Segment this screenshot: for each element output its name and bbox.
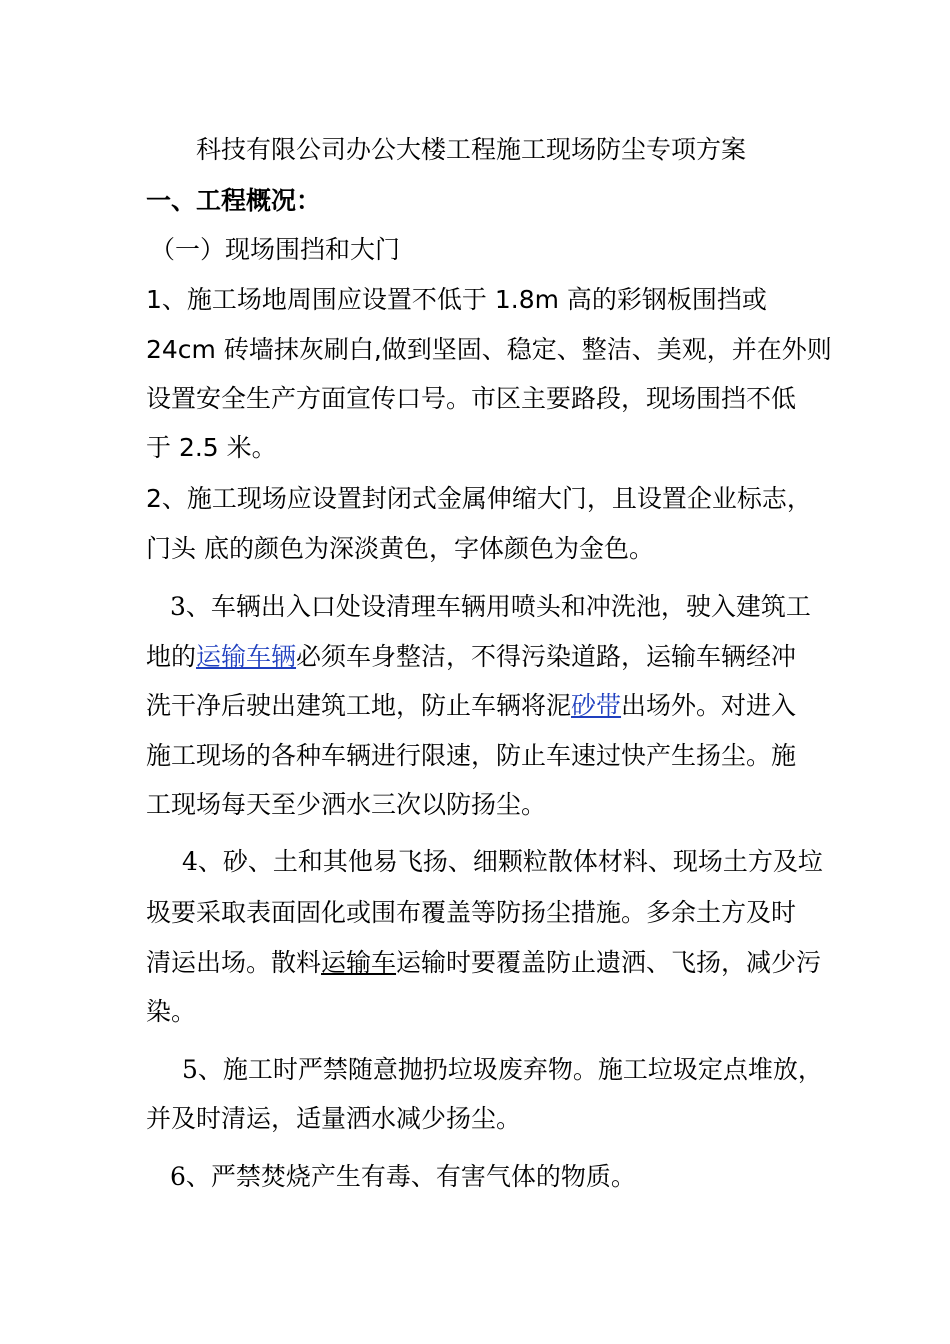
paragraph-4-line-3-text-a: 清运出场。散料 bbox=[146, 948, 322, 977]
document-title: 科技有限公司办公大楼工程施工现场防尘专项方案 bbox=[196, 135, 747, 164]
paragraph-3-line-3-text-a: 洗干净后驶出建筑工地，防止车辆将泥 bbox=[146, 691, 572, 720]
paragraph-2-line-2: 门头 底的颜色为深淡黄色，字体颜色为金色。 bbox=[146, 534, 654, 563]
paragraph-4-line-3 bbox=[146, 946, 821, 980]
paragraph-3-line-2-text-a: 地的 bbox=[146, 642, 197, 671]
paragraph-4-line-4: 染。 bbox=[146, 997, 197, 1026]
paragraph-4-line-1: 4、砂、土和其他易飞扬、细颗粒散体材料、现场土方及垃 bbox=[182, 847, 823, 876]
paragraph-3-line-2 bbox=[146, 640, 796, 674]
paragraph-4-line-3-text-b: 运输时要覆盖防止遗洒、飞扬，减少污 bbox=[396, 948, 822, 977]
paragraph-1-line-1: 1、施工场地周围应设置不低于 1.8m 高的彩钢板围挡或 bbox=[146, 285, 767, 314]
link-sand-carry[interactable]: 砂带 bbox=[571, 691, 622, 720]
paragraph-2-line-1: 2、施工现场应设置封闭式金属伸缩大门，且设置企业标志， bbox=[146, 484, 812, 513]
paragraph-5-line-2: 并及时清运，适量洒水减少扬尘。 bbox=[146, 1104, 522, 1133]
paragraph-3-line-5: 工现场每天至少洒水三次以防扬尘。 bbox=[146, 790, 547, 819]
paragraph-3-line-3 bbox=[146, 689, 796, 723]
paragraph-1-line-3: 设置安全生产方面宣传口号。市区主要路段，现场围挡不低 bbox=[146, 384, 797, 413]
section-heading-overview: 一、工程概况： bbox=[146, 186, 322, 215]
paragraph-1-line-2: 24cm 砖墙抹灰刷白,做到坚固、稳定、整洁、美观，并在外则 bbox=[146, 335, 832, 364]
paragraph-3-line-1: 3、车辆出入口处设清理车辆用喷头和冲洗池，驶入建筑工 bbox=[170, 592, 811, 621]
paragraph-3-line-4: 施工现场的各种车辆进行限速，防止车速过快产生扬尘。施 bbox=[146, 741, 797, 770]
underlined-transport-truck: 运输车 bbox=[321, 948, 397, 977]
paragraph-3-line-2-text-b: 必须车身整洁，不得污染道路，运输车辆经冲 bbox=[296, 642, 797, 671]
paragraph-3-line-3-text-b: 出场外。对进入 bbox=[621, 691, 797, 720]
subsection-heading-fence-gate: （一）现场围挡和大门 bbox=[150, 235, 401, 264]
paragraph-5-line-1: 5、施工时严禁随意抛扔垃圾废弃物。施工垃圾定点堆放， bbox=[182, 1055, 823, 1084]
paragraph-6-line-1: 6、严禁焚烧产生有毒、有害气体的物质。 bbox=[170, 1162, 636, 1191]
link-transport-vehicles[interactable]: 运输车辆 bbox=[196, 642, 297, 671]
paragraph-4-line-2: 圾要采取表面固化或围布覆盖等防扬尘措施。多余土方及时 bbox=[146, 898, 797, 927]
paragraph-1-line-4: 于 2.5 米。 bbox=[146, 433, 277, 462]
